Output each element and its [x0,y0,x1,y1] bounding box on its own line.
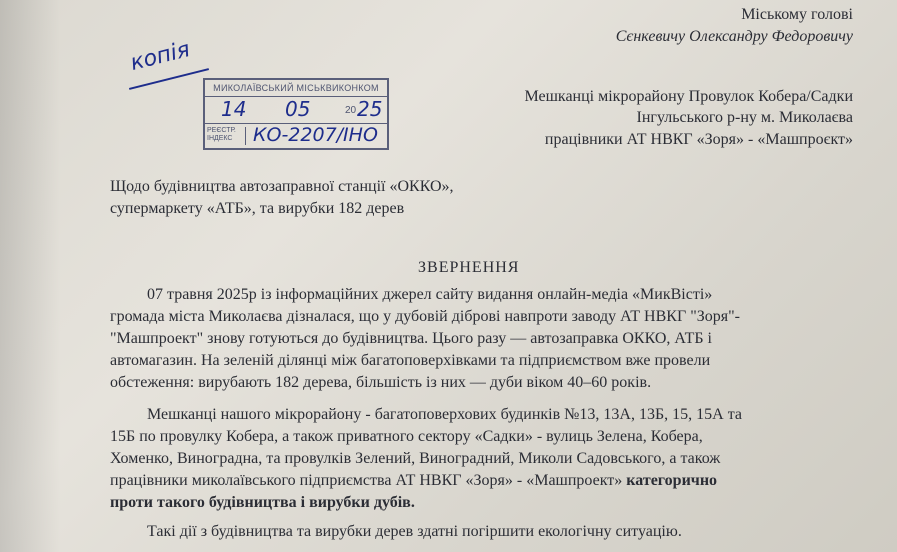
p1-line-3: "Машпроект" знову готуються до будівництва. Цього разу — автозаправка ОККО, АТБ і [110,330,712,347]
stamp-register-label [207,127,246,145]
p2-line-4 [110,471,717,491]
p2-line-1: Мешканці нашого мікрорайону - багатоповерхових будинків №13, 13А, 13Б, 15, 15А та [147,406,743,423]
p2-line-2: 15Б по провулку Кобера, а також приватного сектору «Садки» - вулиць Зелена, Кобера, [110,428,703,445]
stamp-register-label-2: ІНДЕКС [207,135,233,142]
senders-line-3: працівники АТ НВКГ «Зоря» - «Машпроєкт» [544,131,853,148]
page-shadow [0,0,60,552]
stamp-organization: МИКОЛАЇВСЬКИЙ МІСЬКВИКОНКОМ [205,80,387,97]
stamp-date-row [205,97,387,124]
p2-line-4-text: працівники миколаївського підприємства АТ НВКГ «Зоря» - «Машпроект» [110,472,623,489]
registration-stamp [203,78,389,150]
subject-line-2: супермаркету «АТБ», та вирубки 182 дерев [110,200,405,217]
p1-line-1: 07 травня 2025р із інформаційних джерел сайту видання онлайн-медіа «МикВісті» [147,286,713,303]
stamp-year-prefix: 20 [345,105,357,116]
stamp-month: 05 [285,97,311,121]
senders-line-2: Інгульського р-ну м. Миколаєва [636,109,853,126]
stamp-register-row [205,124,387,148]
p1-line-2: громада міста Миколаєва дізналася, що у дубовій діброві навпроти заводу АТ НВКГ "Зоря"- [110,308,740,325]
p2-line-5-emphasis: проти такого будівництва і вирубки дубів. [110,494,415,511]
subject-line-1: Щодо будівництва автозаправної станції «ОККО», [110,178,454,195]
addressee-line-2: Сєнкевичу Олександру Федоровичу [615,28,853,45]
p1-line-4: автомагазин. На зеленій ділянці між багатоповерхівками та підприємством вже провели [110,352,711,369]
p2-line-4-emphasis: категорично [626,472,718,489]
stamp-year: 25 [357,97,383,121]
p2-line-3: Хоменко, Виноградна, та провулків Зелений, Виноградний, Миколи Садовського, а також [110,450,721,467]
addressee-line-1: Міському голові [741,6,853,23]
stamp-day: 14 [221,97,247,121]
document-title: ЗВЕРНЕННЯ [418,259,520,276]
senders-line-1: Мешканці мікрорайону Провулок Кобера/Садки [524,88,853,105]
stamp-register-number: КО-2207/ІНО [253,124,378,146]
stamp-register-label-1: РЕЄСТР. [207,127,236,134]
p1-line-5: обстеження: вирубають 182 дерева, більшість із них — дуби віком 40–60 років. [110,374,652,391]
copy-handwritten-mark: копія [127,37,193,76]
p3-line-1: Такі дії з будівництва та вирубки дерев здатні погіршити екологічну ситуацію. [147,523,682,540]
